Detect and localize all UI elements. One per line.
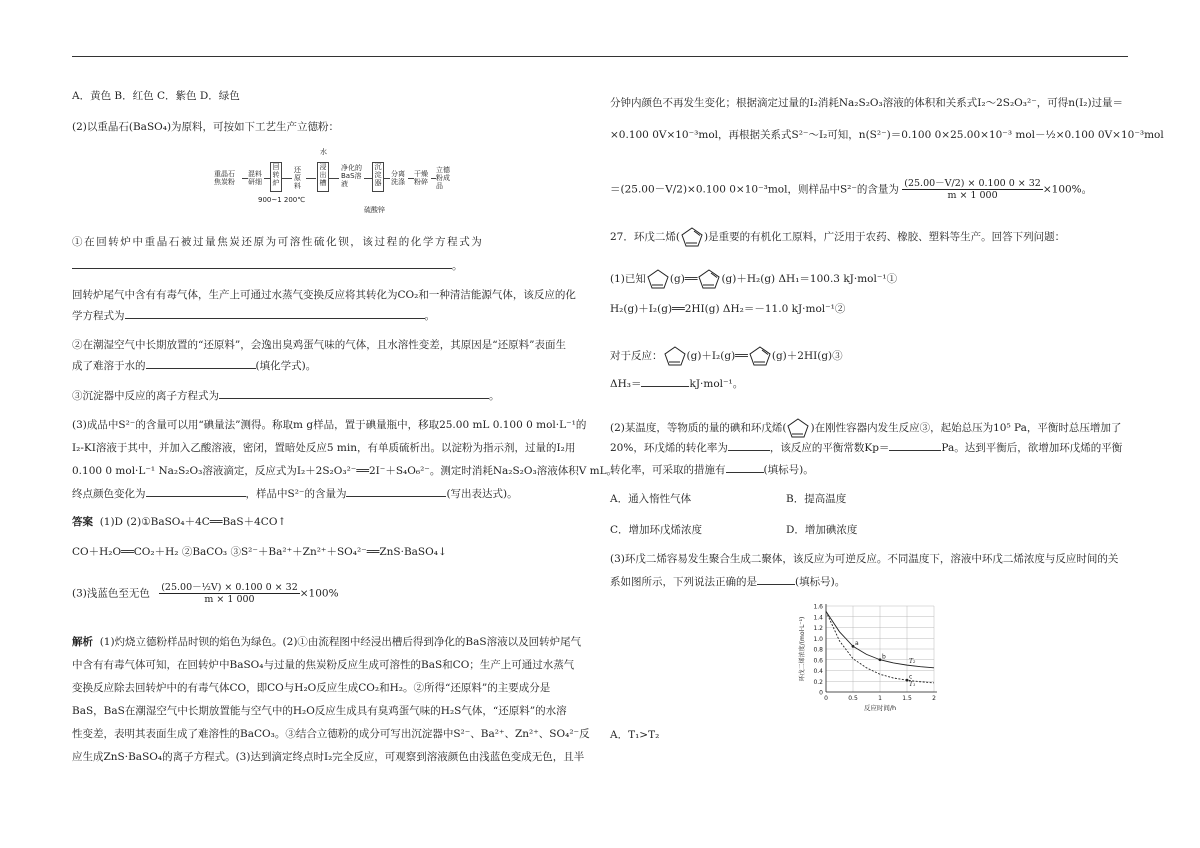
option-c: C．增加环戊烯浓度 bbox=[610, 524, 703, 536]
q27-2-line2c: Pa。达到平衡后，欲增加环戊烯的平衡 bbox=[941, 442, 1123, 454]
y-tick-label: 1.6 bbox=[813, 603, 823, 611]
point-label: b bbox=[882, 653, 886, 661]
flow-arrow bbox=[384, 178, 390, 179]
q27-2-line2: 20%，环戊烯的转化率为 bbox=[610, 442, 728, 454]
explanation-line: BaS，BaS在潮湿空气中长期放置能与空气中的H₂O反应生成具有臭鸡蛋气味的H₂S气体，“还原料”的水溶 bbox=[72, 705, 567, 717]
data-point bbox=[906, 679, 909, 682]
q2-3-text: ③沉淀器中反应的离子方程式为 bbox=[72, 390, 219, 402]
point-label: c bbox=[909, 673, 913, 681]
flow-kiln: 回 转 炉 bbox=[270, 162, 282, 192]
q3-text-3: 0.100 0 mol·L⁻¹ Na₂S₂O₃溶液滴定，反应式为I₂＋2S₂O₃²⁻══2I⁻＋S₄O₆²⁻。测定时消耗Na₂S₂O₃溶液体积V mL。 bbox=[72, 465, 618, 477]
cyclopentadiene-icon bbox=[748, 346, 772, 366]
x-tick-label: 1.5 bbox=[902, 695, 912, 702]
content-fraction bbox=[902, 178, 1043, 201]
q3-text-4: 终点颜色变化为 bbox=[72, 488, 146, 500]
answer-blank[interactable] bbox=[889, 440, 941, 451]
explanation-line: 应生成ZnS·BaSO₄的离子方程式。(3)达到滴定终点时I₂完全反应，可观察到溶液颜色由浅蓝色变成无色，且半 bbox=[72, 751, 585, 763]
answer-blank[interactable] bbox=[146, 358, 256, 369]
option-a: A．通入惰性气体 bbox=[610, 493, 692, 505]
dh3-unit: kJ·mol⁻¹。 bbox=[689, 378, 744, 390]
y-tick-label: 1.0 bbox=[813, 635, 823, 643]
formula-hint: (填化学式)。 bbox=[255, 360, 317, 372]
concentration-time-chart bbox=[796, 602, 956, 712]
q27-2-line2b: ，该反应的平衡常数Kp＝ bbox=[769, 442, 890, 454]
q27-2-text: (2)某温度，等物质的量的碘和环戊烯( bbox=[610, 422, 787, 434]
q27-3-line2: 系如图所示，下列说法正确的是 bbox=[610, 576, 757, 588]
q27-2-text-cont: )在刚性容器内发生反应③，起始总压为10⁵ Pa，平衡时总压增加了 bbox=[810, 422, 1122, 434]
explanation-line: 性变差，表明其表面生成了难溶性的BaCO₃。③结合立德粉的成分可写出沉淀器中S²⁻、Ba²⁺、Zn²⁺、SO₄²⁻反 bbox=[72, 728, 590, 740]
period: 。 bbox=[424, 310, 435, 322]
fraction-numerator: (25.00－V/2) × 0.100 0 × 32 bbox=[904, 178, 1041, 189]
q27-1-eq: (g)══ bbox=[669, 273, 698, 285]
answer-blank[interactable] bbox=[757, 574, 795, 585]
flow-arrow bbox=[306, 178, 316, 179]
answer-line-1: (1)D (2)①BaSO₄＋4C══BaS＋4CO↑ bbox=[99, 516, 287, 528]
flow-mix: 混料 研细 bbox=[248, 170, 262, 186]
y-tick-label: 0.8 bbox=[813, 646, 823, 654]
answer-line-3: (3)浅蓝色至无色 bbox=[72, 587, 150, 600]
flow-bas: 净化的 BaS溶 液 bbox=[341, 164, 362, 188]
question-2-intro: (2)以重晶石(BaSO₄)为原料，可按如下工艺生产立德粉： bbox=[72, 121, 340, 133]
x-axis-label: 反应时间/h bbox=[863, 704, 897, 712]
y-tick-label: 1.2 bbox=[813, 625, 823, 632]
flow-leach: 浸 出 槽 bbox=[317, 162, 329, 192]
q27-intro: 27．环戊二烯( bbox=[610, 231, 680, 243]
final-option-a: A．T₁>T₂ bbox=[610, 729, 660, 741]
point-label: a bbox=[855, 639, 859, 647]
answer-line-2: CO＋H₂O══CO₂＋H₂ ②BaCO₃ ③S²⁻＋Ba²⁺＋Zn²⁺＋SO₄²⁻══ZnS·BaSO₄↓ bbox=[72, 546, 447, 558]
reaction-3-eq-cont: (g)＋2HI(g)③ bbox=[771, 350, 843, 362]
cyclopentene-icon bbox=[646, 269, 670, 289]
y-tick-label: 1.4 bbox=[813, 614, 823, 622]
cyclopentene-icon bbox=[786, 418, 810, 438]
flow-input: 重晶石 焦炭粉 bbox=[214, 170, 235, 186]
answer-blank[interactable] bbox=[125, 308, 425, 319]
answer-blank[interactable] bbox=[72, 258, 452, 269]
option-b: B．提高温度 bbox=[786, 493, 847, 505]
flow-arrow bbox=[282, 178, 292, 179]
q27-1-text: (1)已知 bbox=[610, 273, 646, 285]
data-point bbox=[879, 658, 882, 661]
header-rule bbox=[72, 56, 1128, 57]
answer-label: 答案 bbox=[72, 516, 93, 528]
answer-blank[interactable] bbox=[219, 388, 489, 399]
answer-blank[interactable] bbox=[641, 376, 689, 387]
q27-3-line2b: (填标号)。 bbox=[795, 576, 846, 588]
options-line: A．黄色 B．红色 C．紫色 D．绿色 bbox=[72, 90, 240, 102]
fraction-denominator: m × 1 000 bbox=[947, 190, 998, 201]
fraction-numerator: (25.00－½V) × 0.100 0 × 32 bbox=[161, 582, 298, 593]
flow-dry: 干燥 粉碎 bbox=[414, 170, 428, 186]
answer-percent: ×100% bbox=[299, 587, 339, 600]
flow-product: 立德 粉成 品 bbox=[436, 166, 450, 190]
reaction-3-eq: (g)＋I₂(g)══ bbox=[686, 350, 748, 362]
q27-intro-cont: )是重要的有机化工原料，广泛用于农药、橡胶、塑料等生产。回答下列问题： bbox=[703, 231, 1066, 243]
answer-blank[interactable] bbox=[726, 462, 764, 473]
answer-blank[interactable] bbox=[346, 486, 446, 497]
explanation-cont-1: 分钟内颜色不再发生变化；根据滴定过量的I₂消耗Na₂S₂O₃溶液的体积和关系式I₂～2S₂O₃²⁻，可得n(I₂)过量＝ bbox=[610, 97, 1124, 109]
q27-2-line3: 转化率，可采取的措施有 bbox=[610, 464, 726, 476]
y-axis-label: 环戊二烯浓度/(mol·L⁻¹) bbox=[799, 616, 806, 682]
flow-reduce: 还 原 料 bbox=[294, 166, 301, 190]
fraction-denominator: m × 1 000 bbox=[204, 594, 255, 605]
option-d: D．增加碘浓度 bbox=[786, 524, 858, 536]
period: 。 bbox=[452, 260, 463, 272]
content-percent: ×100%。 bbox=[1042, 183, 1093, 196]
q3-text-1: (3)成品中S²⁻的含量可以用“碘量法”测得。称取m g样品，置于碘量瓶中，移取25.00 mL 0.100 0 mol·L⁻¹的 bbox=[72, 419, 587, 431]
tail-gas-text: 回转炉尾气中含有有毒气体，生产上可通过水蒸气变换反应将其转化为CO₂和一种清洁能源气体，该反应的化 bbox=[72, 289, 576, 301]
y-tick-label: 0 bbox=[819, 689, 823, 697]
flow-water: 水 bbox=[320, 148, 327, 156]
dh3-label: ΔH₃＝ bbox=[610, 378, 642, 390]
explanation-cont-2: ×0.100 0V×10⁻³mol，再根据关系式S²⁻～I₂可知，n(S²⁻)＝0.100 0×25.00×10⁻³ mol－½×0.100 0V×10⁻³mol bbox=[610, 129, 1164, 141]
flow-arrow bbox=[364, 178, 372, 179]
flow-precipitator: 沉 淀 器 bbox=[372, 162, 384, 192]
explanation-line: 中含有有毒气体可知，在回转炉中BaSO₄与过量的焦炭粉反应生成可溶性的BaS和CO；生产上可通过水蒸气 bbox=[72, 659, 575, 671]
q27-2-line3b: (填标号)。 bbox=[763, 464, 814, 476]
flow-zinc: 硫酸锌 bbox=[364, 206, 385, 214]
answer-fraction bbox=[159, 582, 300, 605]
y-tick-label: 0.4 bbox=[813, 668, 823, 675]
q3-text-4b: ，样品中S²⁻的含量为 bbox=[245, 488, 347, 500]
x-tick-label: 2 bbox=[932, 695, 936, 702]
process-flow-diagram bbox=[214, 148, 454, 224]
flow-arrow bbox=[329, 178, 339, 179]
reaction-3-label: 对于反应： bbox=[610, 350, 663, 362]
cyclopentadiene-icon bbox=[697, 269, 721, 289]
q2-2-text: ②在潮湿空气中长期放置的“还原料”，会逸出臭鸡蛋气味的气体，且水溶性变差，其原因是“还原料”表面生 bbox=[72, 339, 566, 351]
x-tick-label: 1 bbox=[878, 695, 882, 702]
q3-text-2: I₂-KI溶液于其中，并加入乙酸溶液，密闭，置暗处反应5 min，有单质硫析出。以淀粉为指示剂，过量的I₂用 bbox=[72, 442, 576, 454]
q2-1-text: ①在回转炉中重晶石被过量焦炭还原为可溶性硫化钡，该过程的化学方程式为 bbox=[72, 236, 484, 248]
x-tick-label: 0 bbox=[824, 695, 828, 702]
equation-prompt: 学方程式为 bbox=[72, 310, 125, 322]
equation-2: H₂(g)＋I₂(g)══2HI(g) ΔH₂＝－11.0 kJ·mol⁻¹② bbox=[610, 303, 846, 315]
q2-2-text-cont: 成了难溶于水的 bbox=[72, 360, 146, 372]
y-tick-label: 0.6 bbox=[813, 657, 823, 665]
explanation-label: 解析 bbox=[72, 636, 93, 648]
series-label: T₁ bbox=[909, 681, 916, 689]
answer-blank[interactable] bbox=[146, 486, 246, 497]
q27-1-eq-cont: (g)＋H₂(g) ΔH₁＝100.3 kJ·mol⁻¹① bbox=[721, 273, 898, 285]
y-tick-label: 0.2 bbox=[813, 678, 823, 686]
explanation-cont-3: ＝(25.00－V/2)×0.100 0×10⁻³mol，则样品中S²⁻的含量为 bbox=[610, 183, 899, 196]
series-label: T₂ bbox=[909, 658, 916, 666]
q3-text-4c: (写出表达式)。 bbox=[446, 488, 518, 500]
data-point bbox=[852, 645, 855, 648]
cyclopentene-icon bbox=[663, 346, 687, 366]
flow-sep: 分离 洗涤 bbox=[391, 170, 405, 186]
flow-temp: 900~1 200℃ bbox=[258, 196, 306, 204]
x-tick-label: 0.5 bbox=[848, 695, 858, 702]
period: 。 bbox=[489, 390, 500, 402]
cyclopentadiene-icon bbox=[680, 227, 704, 247]
answer-blank[interactable] bbox=[728, 440, 770, 451]
q27-3-text: (3)环戊二烯容易发生聚合生成二聚体，该反应为可逆反应。不同温度下，溶液中环戊二烯浓度与反应时间的关 bbox=[610, 553, 1119, 565]
explanation-line: 变换反应除去回转炉中的有毒气体CO，即CO与H₂O反应生成CO₂和H₂。②所得“还原料”的主要成分是 bbox=[72, 682, 551, 694]
explanation-line: (1)灼烧立德粉样品时钡的焰色为绿色。(2)①由流程图中经浸出槽后得到净化的BaS溶液以及回转炉尾气 bbox=[99, 636, 582, 648]
